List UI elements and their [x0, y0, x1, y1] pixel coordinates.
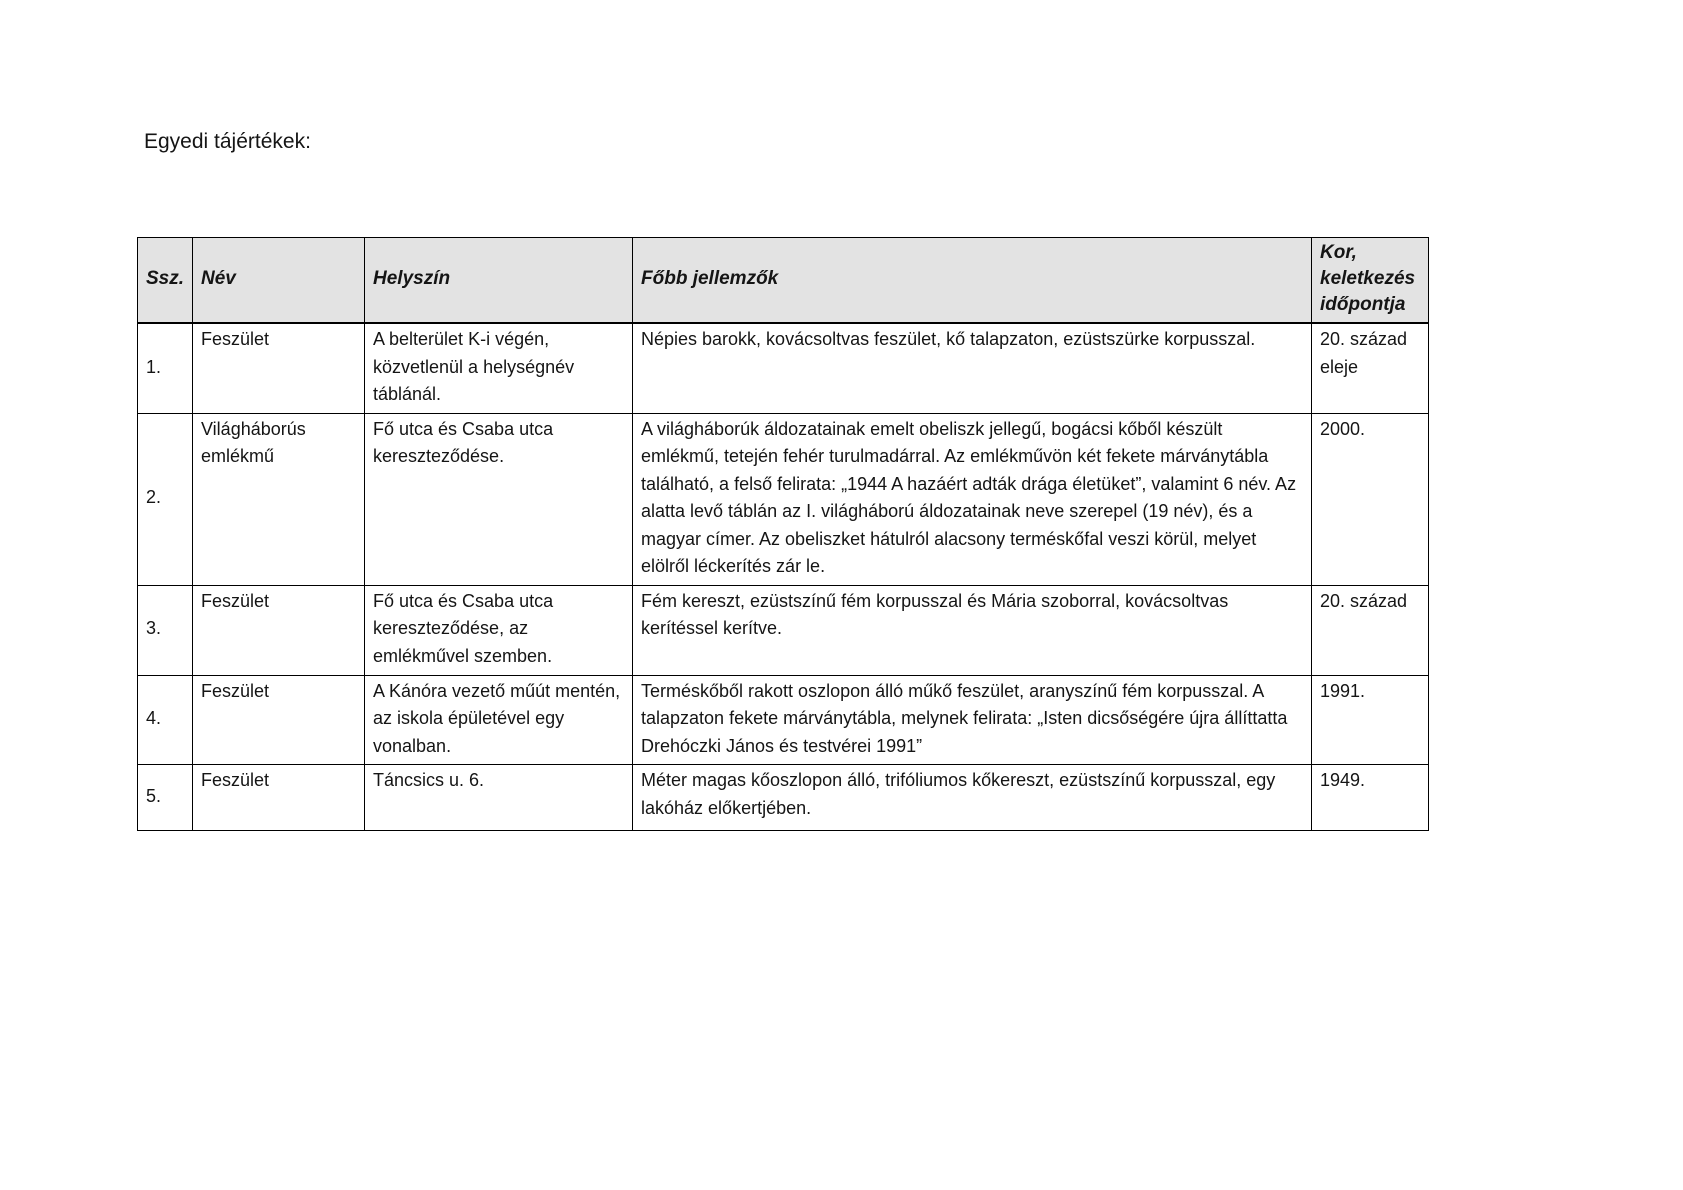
table-row [138, 413, 1429, 585]
table-row [138, 323, 1429, 413]
cell-ssz: 5. [138, 765, 193, 831]
cell-kor: 20. század [1312, 585, 1429, 675]
cell-helyszin: Fő utca és Csaba utca kereszteződése, az emlékművel szemben. [365, 585, 633, 675]
cell-helyszin: Táncsics u. 6. [365, 765, 633, 831]
cell-ssz: 1. [138, 323, 193, 413]
cell-kor: 1991. [1312, 675, 1429, 765]
table-header [138, 238, 1429, 324]
cell-ssz: 3. [138, 585, 193, 675]
table-row [138, 675, 1429, 765]
cell-kor: 2000. [1312, 413, 1429, 585]
table-row [138, 765, 1429, 831]
cell-jellemzok: Méter magas kőoszlopon álló, trifóliumos kőkereszt, ezüstszínű korpusszal, egy lakóház előkertjében. [633, 765, 1312, 831]
table-row [138, 585, 1429, 675]
cell-ssz: 4. [138, 675, 193, 765]
cell-kor: 20. század eleje [1312, 323, 1429, 413]
cell-helyszin: A Kánóra vezető műút mentén, az iskola épületével egy vonalban. [365, 675, 633, 765]
cell-nev: Feszület [193, 585, 365, 675]
cell-jellemzok: Fém kereszt, ezüstszínű fém korpusszal és Mária szoborral, kovácsoltvas kerítéssel kerítve. [633, 585, 1312, 675]
cell-nev: Feszület [193, 765, 365, 831]
cell-nev: Feszület [193, 675, 365, 765]
column-header-kor: Kor, keletkezés időpontja [1312, 238, 1429, 324]
page-title: Egyedi tájértékek: [144, 130, 311, 153]
cell-nev: Világháborús emlékmű [193, 413, 365, 585]
cell-helyszin: A belterület K-i végén, közvetlenül a helységnév táblánál. [365, 323, 633, 413]
cell-jellemzok: A világháborúk áldozatainak emelt obeliszk jellegű, bogácsi kőből készült emlékmű, tetején fehér turulmadárral. Az emlékművön két fekete márványtábla található, a felső felirata: „1944 A hazáért adták drága életüket”, valamint 6 név. Az alatta levő táblán az I. világháború áldozatainak neve szerepel (19 név), és a magyar címer. Az obeliszket hátulról alacsony terméskőfal veszi körül, melyet elölről léckerítés zár le. [633, 413, 1312, 585]
cell-jellemzok: Népies barokk, kovácsoltvas feszület, kő talapzaton, ezüstszürke korpusszal. [633, 323, 1312, 413]
cell-ssz: 2. [138, 413, 193, 585]
table-body [138, 323, 1429, 831]
column-header-jellemzok: Főbb jellemzők [633, 238, 1312, 324]
cell-kor: 1949. [1312, 765, 1429, 831]
column-header-helyszin: Helyszín [365, 238, 633, 324]
landscape-values-table [137, 237, 1429, 831]
column-header-ssz: Ssz. [138, 238, 193, 324]
cell-nev: Feszület [193, 323, 365, 413]
cell-helyszin: Fő utca és Csaba utca kereszteződése. [365, 413, 633, 585]
table-header-row [138, 238, 1429, 324]
column-header-nev: Név [193, 238, 365, 324]
cell-jellemzok: Terméskőből rakott oszlopon álló műkő feszület, aranyszínű fém korpusszal. A talapzaton fekete márványtábla, melynek felirata: „Isten dicsőségére újra állíttatta Drehóczki János és testvérei 1991” [633, 675, 1312, 765]
